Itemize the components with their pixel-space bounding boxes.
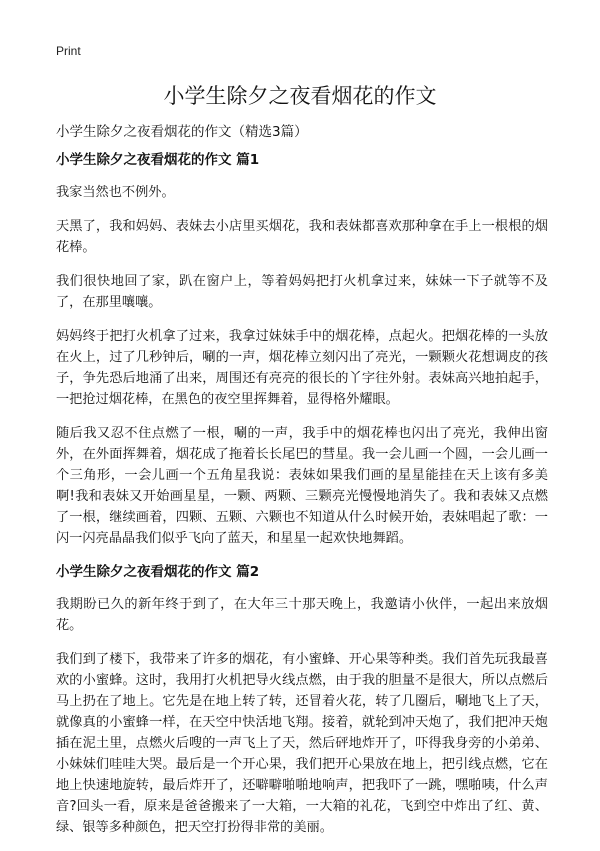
paragraph: 天黑了，我和妈妈、表妹去小店里买烟花，我和表妹都喜欢那种拿在手上一根根的烟花棒。 (56, 219, 548, 255)
document-subtitle: 小学生除夕之夜看烟花的作文（精选3篇） (56, 124, 308, 140)
document-body (56, 150, 548, 851)
paragraph: 随后我又忍不住点燃了一根，唰的一声，我手中的烟花棒也闪出了亮光，我伸出窗外，在外面挥舞着，烟花成了拖着长长尾巴的彗星。我一会儿画一个圆，一会儿画一个三角形，一会儿画一个五角星我说：表妹如果我们画的星星能挂在天上该有多美啊!我和表妹又开始画星星，一颗、两颗、三颗亮光慢慢地消失了。我和表妹又点燃了一根，继续画着，四颗、五颗、六颗也不知道从什么时候开始，表妹唱起了歌：一闪一闪亮晶晶我们似乎飞向了蓝天，和星星一起欢快地舞蹈。 (56, 426, 548, 546)
paragraph: 我们很快地回了家，趴在窗户上，等着妈妈把打火机拿过来，妹妹一下子就等不及了，在那里嚷嚷。 (56, 274, 548, 310)
paragraph: 我们到了楼下，我带来了许多的烟花，有小蜜蜂、开心果等种类。我们首先玩我最喜欢的小蜜蜂。这时，我用打火机把导火线点燃，由于我的胆量不是很大，所以点燃后马上扔在了地上。它先是在地上转了转，还冒着火花，转了几圈后，唰地飞上了天，就像真的小蜜蜂一样，在天空中快活地飞翔。接着，就轮到冲天炮了，我们把冲天炮插在泥土里，点燃火后嗖的一声飞上了天，然后砰地炸开了，吓得我身旁的小弟弟、小妹妹们哇哇大哭。最后是一个开心果，我们把开心果放在地上，把引线点燃，它在地上快速地旋转，最后炸开了，还噼噼啪啪地响声，把我吓了一跳，嘿啪咦，什么声音?回头一看，原来是爸爸搬来了一大箱，一大箱的礼花，飞到空中炸出了红、黄、绿、银等多种颜色，把天空打扮得非常的美丽。 (56, 652, 548, 835)
print-link[interactable]: Print (56, 44, 81, 58)
page-title: 小学生除夕之夜看烟花的作文 (163, 84, 437, 108)
section-heading: 小学生除夕之夜看烟花的作文 篇2 (56, 564, 260, 580)
essay-section-1 (56, 150, 548, 549)
paragraph: 我家当然也不例外。 (56, 185, 175, 200)
section-heading: 小学生除夕之夜看烟花的作文 篇1 (56, 152, 260, 168)
paragraph: 我期盼已久的新年终于到了，在大年三十那天晚上，我邀请小伙伴，一起出来放烟花。 (56, 597, 548, 633)
paragraph: 妈妈终于把打火机拿了过来，我拿过妹妹手中的烟花棒，点起火。把烟花棒的一头放在火上，过了几秒钟后，唰的一声，烟花棒立刻闪出了亮光，一颗颗火花想调皮的孩子，争先恐后地涌了出来，周围还有亮亮的很长的丫字往外射。表妹高兴地拍起手，一把抢过烟花棒，在黑色的夜空里挥舞着，显得格外耀眼。 (56, 329, 548, 407)
essay-section-2 (56, 562, 548, 838)
